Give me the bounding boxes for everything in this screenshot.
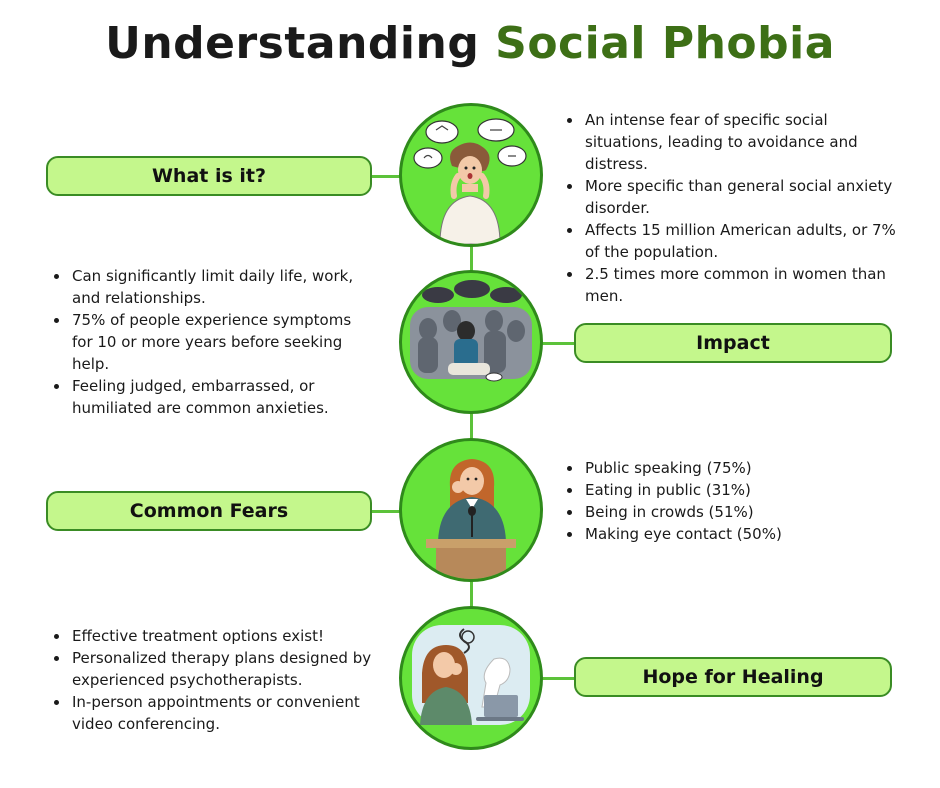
list-item: Personalized therapy plans designed by experienced psychotherapists.: [46, 647, 386, 691]
list-item: Can significantly limit daily life, work, and relationships.: [46, 265, 376, 309]
video-therapy-session-icon: [402, 609, 540, 747]
connector-impact: [541, 342, 575, 345]
list-item: More specific than general social anxiety disorder.: [559, 175, 899, 219]
worried-person-thought-bubbles-icon: [402, 106, 540, 244]
circle-what-is-it: [399, 103, 543, 247]
list-item: Feeling judged, embarrassed, or humiliated are common anxieties.: [46, 375, 376, 419]
bullet-list-what-is-it: [559, 109, 899, 307]
list-item: Making eye contact (50%): [559, 523, 899, 545]
list-item: Being in crowds (51%): [559, 501, 899, 523]
circle-impact: [399, 270, 543, 414]
circle-hope: [399, 606, 543, 750]
section-heading-what-is-it: What is it?: [46, 156, 372, 196]
list-item: 2.5 times more common in women than men.: [559, 263, 899, 307]
section-heading-hope: Hope for Healing: [574, 657, 892, 697]
connector-what-is-it: [372, 175, 402, 178]
connector-common-fears: [372, 510, 402, 513]
circle-common-fears: [399, 438, 543, 582]
list-item: Eating in public (31%): [559, 479, 899, 501]
nervous-speaker-at-podium-icon: [402, 441, 540, 579]
list-item: An intense fear of specific social situations, leading to avoidance and distress.: [559, 109, 899, 175]
bullet-list-hope: [46, 625, 386, 735]
list-item: Public speaking (75%): [559, 457, 899, 479]
bullet-list-common-fears: [559, 457, 899, 545]
list-item: 75% of people experience symptoms for 10 or more years before seeking help.: [46, 309, 376, 375]
person-surrounded-by-shadows-icon: [402, 273, 540, 411]
list-item: Effective treatment options exist!: [46, 625, 386, 647]
title-accent: Social Phobia: [495, 18, 835, 69]
bullet-list-impact: [46, 265, 376, 419]
list-item: Affects 15 million American adults, or 7% of the population.: [559, 219, 899, 263]
page-title: [0, 18, 940, 69]
title-main: Understanding: [105, 18, 496, 69]
list-item: In-person appointments or convenient video conferencing.: [46, 691, 386, 735]
section-heading-common-fears: Common Fears: [46, 491, 372, 531]
connector-hope: [541, 677, 575, 680]
section-heading-impact: Impact: [574, 323, 892, 363]
